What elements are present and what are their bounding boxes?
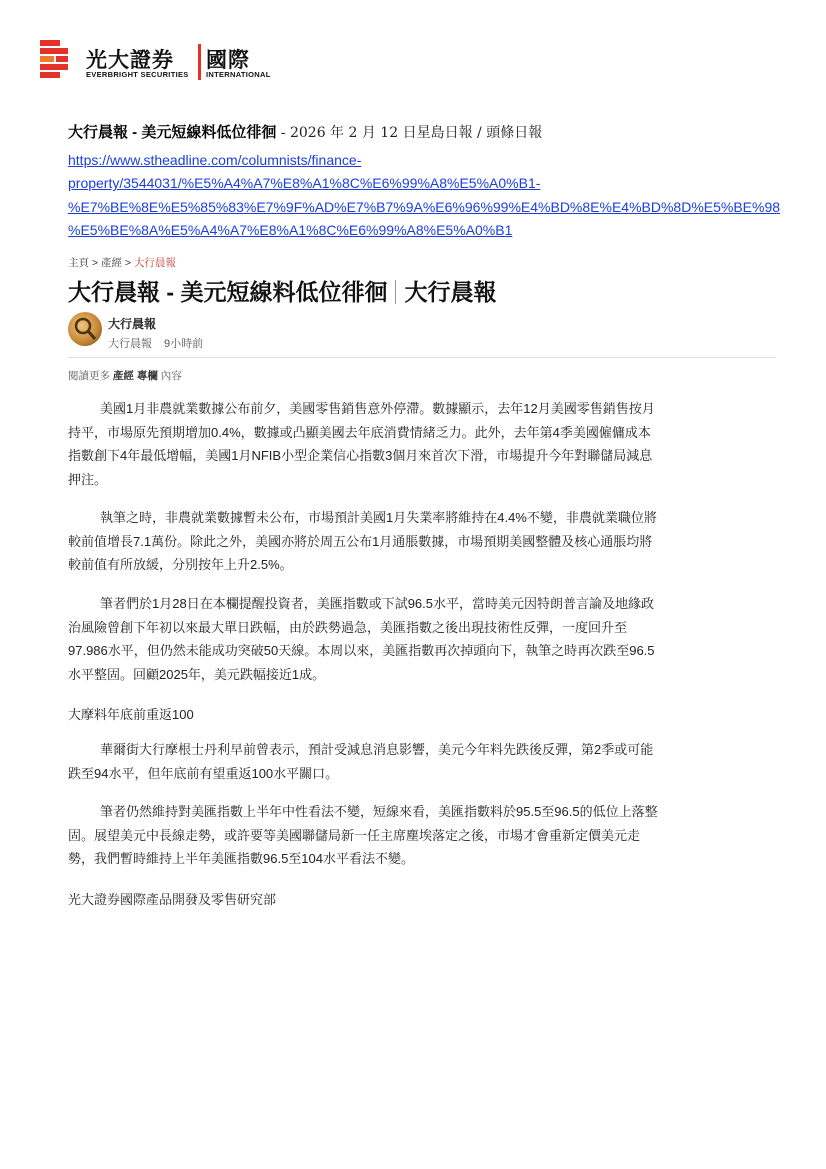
breadcrumb-section[interactable]: 產經 (100, 257, 122, 269)
divider (68, 357, 776, 358)
document-source-meta: - 2026 年 2 月 12 日星島日報 / 頭條日報 (276, 125, 543, 141)
article-paragraph-5 (68, 800, 776, 871)
paragraph-line: 較前值增長7.1萬份。除此之外，美國亦將於周五公布1月通脹數據，市場預期美國整體及核心通脹均將 (68, 533, 653, 549)
magnifier-icon (68, 312, 102, 346)
publish-time: 9小時前 (164, 338, 204, 350)
tag-finance[interactable]: 產經 (112, 370, 134, 382)
breadcrumb-home[interactable]: 主頁 (68, 257, 89, 269)
logo-english-international: INTERNATIONAL (206, 70, 271, 79)
paragraph-line: 跌至94水平，但年底前有望重返100水平關口。 (68, 765, 339, 781)
breadcrumb-current[interactable]: 大行晨報 (133, 257, 176, 269)
breadcrumb (68, 255, 176, 270)
paragraph-line: 水平整固。回顧2025年，美元跌幅接近1成。 (68, 666, 326, 682)
source-link-line: property/3544031/%E5%A4%A7%E8%A1%8C%E6%99%A8%E5%A0%B1- (68, 175, 541, 192)
breadcrumb-separator: > (89, 257, 101, 269)
source-link[interactable] (68, 149, 781, 242)
logo-chinese-name: 光大證券 (86, 49, 174, 72)
company-logo (38, 40, 298, 82)
article-paragraph-4 (68, 738, 776, 785)
breadcrumb-separator: > (121, 257, 134, 269)
author-meta (108, 335, 203, 351)
source-link-line: %E5%BE%8A%E5%A4%A7%E8%A1%8C%E6%99%A8%E5%A0%B1 (68, 221, 513, 238)
everbright-logo-icon (38, 40, 72, 82)
paragraph-line: 筆者們於1月28日在本欄提醒投資者，美匯指數或下試96.5水平，當時美元因特朗普言論及地緣政 (100, 596, 654, 611)
headline-column: 大行晨報 (404, 279, 497, 305)
paragraph-line: 較前值有所放緩，分別按年上升2.5%。 (68, 557, 293, 572)
article-signature: 光大證券國際產品開發及零售研究部 (68, 892, 277, 907)
source-link-line: https://www.stheadline.com/columnists/finance- (68, 152, 362, 168)
read-more-suffix: 內容 (160, 370, 182, 382)
author-avatar[interactable] (68, 312, 102, 346)
article-paragraph-1 (68, 397, 776, 491)
headline-divider (395, 280, 396, 304)
paragraph-line: 勢，我們暫時維持上半年美匯指數96.5至104水平看法不變。 (68, 851, 414, 866)
headline-main: 大行晨報 - 美元短線料低位徘徊 (68, 279, 388, 305)
paragraph-line: 美國1月非農就業數據公布前夕，美國零售銷售意外停滯。數據顯示，去年12月美國零售銷售按月 (100, 401, 655, 416)
logo-divider (198, 44, 201, 80)
article-headline (68, 274, 496, 307)
author-column: 大行晨報 (108, 338, 152, 350)
source-link-line: %E7%BE%8E%E5%85%83%E7%9F%AD%E7%B7%9A%E6%96%99%E4%BD%8E%E4%BD%8D%E5%BE%98 (68, 198, 781, 215)
paragraph-line: 筆者仍然維持對美匯指數上半年中性看法不變，短線來看，美匯指數料於95.5至96.5的低位上落整 (100, 804, 658, 819)
article-paragraph-2 (68, 506, 776, 577)
read-more-prefix: 閱讀更多 (68, 370, 110, 382)
paragraph-line: 固。展望美元中長線走勢，或許要等美國聯儲局新一任主席塵埃落定之後，市場才會重新定價美元走 (68, 827, 641, 843)
paragraph-line: 執筆之時，非農就業數據暫未公布，市場預計美國1月失業率將維持在4.4%不變，非農就業職位將 (100, 510, 657, 525)
document-title: 大行晨報 - 美元短線料低位徘徊 (68, 124, 277, 141)
read-more-tags (68, 368, 182, 383)
paragraph-line: 治風險曾創下年初以來最大單日跌幅，由於跌勢過急，美匯指數之後出現技術性反彈，一度回升至 (68, 619, 628, 635)
article-paragraph-3 (68, 592, 776, 686)
paragraph-line: 押注。 (68, 471, 108, 487)
paragraph-line: 97.986水平，但仍然未能成功突破50天線。本周以來，美匯指數再次掉頭向下，執筆之時再次跌至96.5 (68, 643, 655, 658)
author-name[interactable]: 大行晨報 (108, 317, 157, 331)
paragraph-line: 指數創下4年最低增幅，美國1月NFIB小型企業信心指數3個月來首次下滑，市場提升今年對聯儲局減息 (68, 448, 653, 463)
logo-english-name: EVERBRIGHT SECURITIES (86, 70, 189, 79)
paragraph-line: 持平，市場原先預期增加0.4%，數據或凸顯美國去年底消費情緒乏力。此外，去年第4季美國僱傭成本 (68, 424, 651, 440)
logo-chinese-international: 國際 (206, 49, 250, 72)
document-title-line (68, 121, 542, 142)
paragraph-line: 華爾街大行摩根士丹利早前曾表示，預計受減息消息影響，美元今年料先跌後反彈，第2季或可能 (100, 742, 654, 757)
tag-column[interactable]: 專欄 (136, 370, 158, 382)
article-subheading: 大摩料年底前重返100 (68, 707, 194, 722)
